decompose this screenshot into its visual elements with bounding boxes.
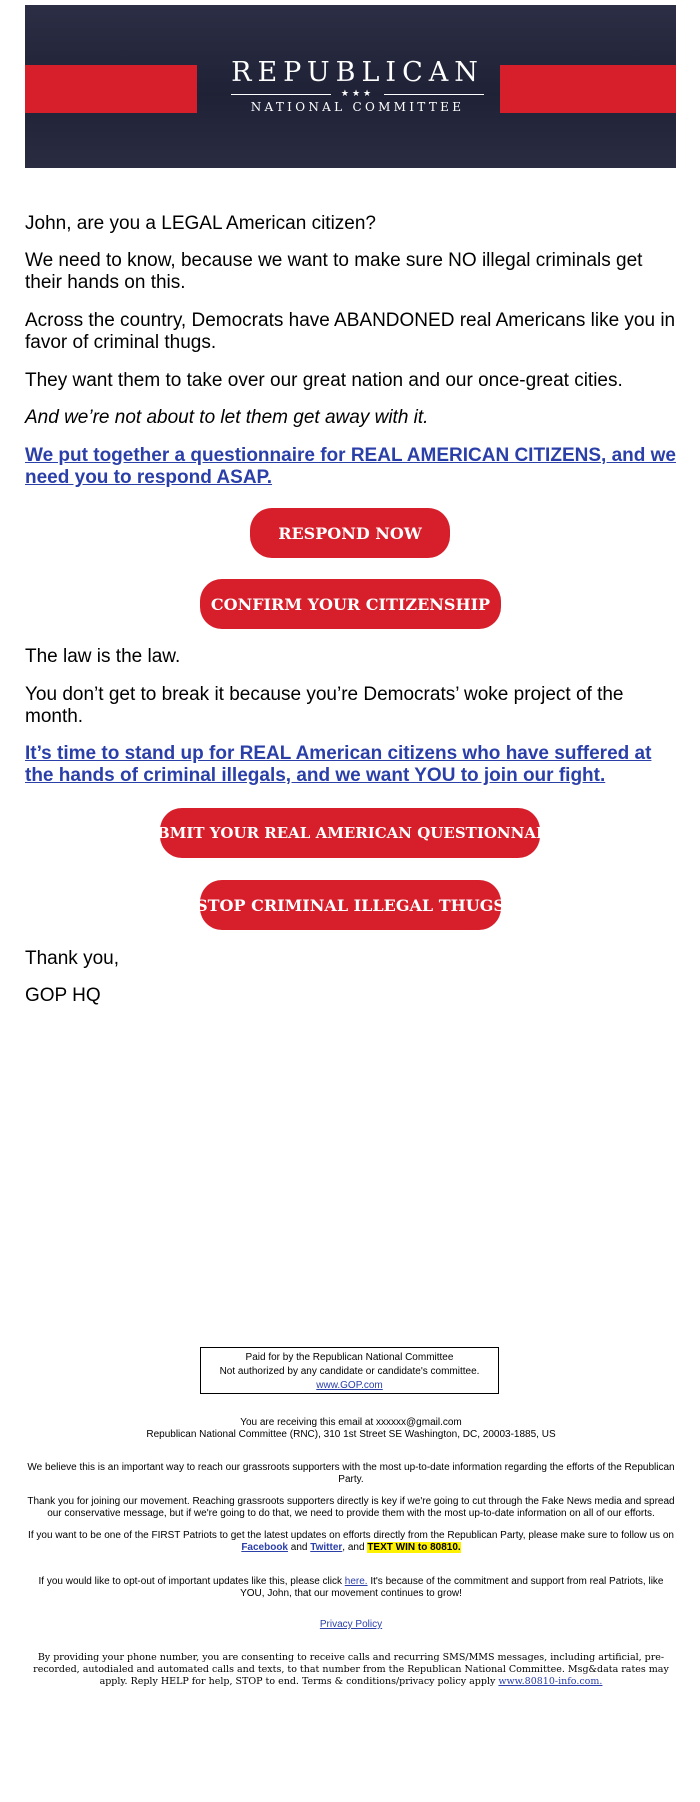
paragraph-woke-project: You don’t get to break it because you’re Democrats’ woke project of the month. [25, 684, 624, 727]
paid-for-disclaimer-box [200, 1347, 499, 1394]
sms-consent-paragraph [25, 1652, 677, 1688]
optout-post-text: It's because of the commitment and support from real Patriots, like YOU, John, that our movement continues to grow! [240, 1576, 664, 1599]
follow-us-text: If you want to be one of the FIRST Patriots to get the latest updates on efforts directly from the Republican Party, please make sure to follow us on [28, 1530, 674, 1541]
logo-national-committee: NATIONAL COMMITTEE [250, 100, 465, 114]
and-text-1: and [288, 1542, 311, 1553]
stop-criminal-thugs-button[interactable]: STOP CRIMINAL ILLEGAL THUGS [200, 880, 501, 930]
gop-website-link[interactable]: www.GOP.com [316, 1380, 383, 1391]
join-fight-link[interactable]: It’s time to stand up for REAL American citizens who have suffered at the hands of criminal illegals, and we want YOU to join our fight. [25, 743, 652, 786]
logo-republican: REPUBLICAN [231, 57, 484, 88]
questionnaire-link[interactable]: We put together a questionnaire for REAL AMERICAN CITIZENS, and we need you to respond ASAP. [25, 445, 676, 488]
signature: GOP HQ [25, 985, 101, 1006]
paragraph-take-over: They want them to take over our great nation and our once-great cities. [25, 370, 623, 391]
privacy-policy-link[interactable]: Privacy Policy [319, 1619, 383, 1630]
optout-here-link[interactable]: here. [344, 1576, 368, 1587]
rnc-header-banner [25, 5, 676, 168]
paragraph-need-to-know: We need to know, because we want to make sure NO illegal criminals get their hands on this. [25, 250, 643, 293]
facebook-link[interactable]: Facebook [241, 1542, 288, 1553]
right-red-stripe [500, 65, 676, 113]
receiving-email-text: You are receiving this email at xxxxxx@gmail.com [240, 1417, 462, 1428]
text-win-highlight: TEXT WIN to 80810. [367, 1542, 461, 1553]
logo-stars-icon: ★★★ [225, 89, 490, 99]
submit-questionnaire-button[interactable]: SUBMIT YOUR REAL AMERICAN QUESTIONNAIRE [160, 808, 540, 858]
thanks-paragraph: Thank you for joining our movement. Reaching grassroots supporters directly is key if we're going to cut through the Fake News media and spread our conservative message, but if we're going to do that, we need to provide them with the most up-to-date information on all of our efforts. [27, 1496, 675, 1519]
paragraph-law-is-law: The law is the law. [25, 646, 181, 667]
left-red-stripe [25, 65, 197, 113]
privacy-policy-row [25, 1619, 677, 1631]
follow-us-paragraph [25, 1530, 677, 1554]
not-authorized-line: Not authorized by any candidate or candidate's committee. [219, 1366, 480, 1377]
rnc-logo [225, 57, 490, 115]
signoff: Thank you, [25, 948, 119, 969]
greeting-question: John, are you a LEGAL American citizen? [25, 213, 376, 234]
rnc-address-text: Republican National Committee (RNC), 310 1st Street SE Washington, DC, 20003-1885, US [146, 1429, 556, 1440]
respond-now-button[interactable]: RESPOND NOW [250, 508, 450, 558]
believe-paragraph: We believe this is an important way to reach our grassroots supporters with the most up-to-date information regarding the efforts of the Republican Party. [27, 1462, 675, 1485]
paragraph-not-let-them: And we’re not about to let them get away with it. [25, 407, 429, 428]
and-text-2: , and [342, 1542, 368, 1553]
confirm-citizenship-button[interactable]: CONFIRM YOUR CITIZENSHIP [200, 579, 501, 629]
paid-for-line: Paid for by the Republican National Committee [245, 1352, 454, 1363]
sms-consent-text: By providing your phone number, you are consenting to receive calls and recurring SMS/MMS messages, including artificial, pre-recorded, autodialed and automated calls and texts, to that number from the Republican National Committee. Msg&data rates may apply. Reply HELP for help, STOP to end. Terms & conditions/privacy policy apply [33, 1652, 669, 1687]
optout-text: If you would like to opt-out of important updates like this, please click [38, 1576, 345, 1587]
paragraph-across-country: Across the country, Democrats have ABANDONED real Americans like you in favor of criminal thugs. [25, 310, 676, 353]
twitter-link[interactable]: Twitter [310, 1542, 343, 1553]
optout-paragraph [25, 1576, 677, 1600]
sms-info-link[interactable]: www.80810-info.com. [498, 1676, 603, 1687]
